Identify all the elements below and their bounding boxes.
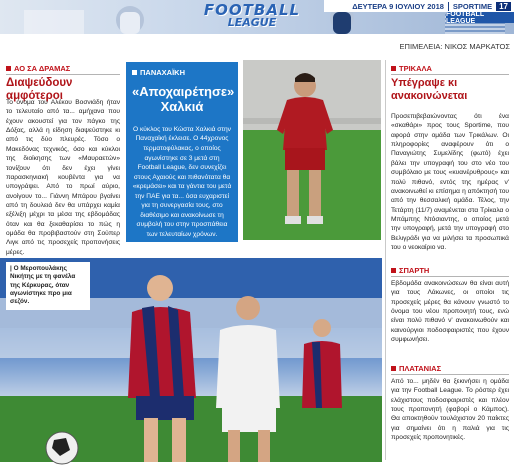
league-tab: FOOTBALL LEAGUE: [446, 12, 514, 23]
divider-line: [6, 74, 120, 75]
panachaiki-kicker: [132, 68, 232, 77]
player-photo: [243, 60, 381, 240]
issue-date: ΔΕΥΤΕΡΑ 9 ΙΟΥΛΙΟΥ 2018: [352, 1, 444, 11]
red-square-icon: [391, 268, 396, 273]
drama-headline: Διαψεύδουν αμφότεροι: [6, 77, 73, 103]
divider-line: [391, 374, 509, 375]
caption-marker: |: [10, 265, 14, 272]
drama-kicker: [6, 64, 70, 73]
red-square-icon: [6, 66, 11, 71]
panachaiki-article-body: Ο κύκλος του Κώστα Χαλκιά στην Παναχαϊκή έκλεισε. Ο 44χρονος τερματοφύλακας, ο οποίος αγωνίστηκε σε 3 μετά στη Football League, δεν συνεχίζει στους Αχαιούς και πιθανότατα θα «κρεμάσει» και τα γάντια του μετά την ΠΑΕ για τα... όσα ευχαριστεί για τη συνεργασία τους, στο διαθέσιμο και ανακοίνωσε τη συμβολή του στην προσπάθεια των τελευταίων χρόνων.: [132, 125, 232, 238]
trikala-kicker: [391, 64, 432, 73]
panachaiki-box: [126, 62, 238, 242]
red-square-icon: [391, 66, 396, 71]
drama-kicker-label: ΑΟ ΣΑ ΔΡΑΜΑΣ: [14, 64, 71, 73]
trikala-article-body: Προσεπιβεβαιώνοντας ότι ένα «σκαθάρι» προς τους Sportime, που αφορά στην ομάδα των Τρικάλων. Οι πληροφορίες αναφέρουν ότι ο Παναγιώτης Συμελίδης (φωτό) έχει βάλει την υπογραφή του στο νέο του συμβόλαιο με τους «κυανέρυθρους» και πολύ πιθανό, εντός της ημέρας ν' ανακοινωθεί κι επίσημα η απόκτησή του από την θεσσαλική ομάδα. Τέλος, την Τετάρτη (11/7) αναμένεται στα Τρίκαλα ο Μπάμπης Ντόσιαντης, ο οποίος μετά την υπογραφή, μετά την υπογραφή στο Βελιγράδι για να μιλήσει τα προσωπικά του ο νεοκαίριο να.: [391, 113, 509, 252]
white-square-icon: [132, 70, 137, 75]
page-number: 17: [496, 2, 511, 11]
column-divider: [385, 60, 386, 460]
sparti-article-body: Εβδομάδα ανακοινώσεων θα είναι αυτή για τους Λάκωνες, οι οποίοι τις προσεχείς μέρες θα κάνουν γνωστό το όνομα του νέου προπονητή τους, ενώ είναι πολύ πιθανό ν' ανακοινωθούν και καινούργιοι ποδοσφαιριστές που έχουν συμφωνήσει.: [391, 280, 509, 344]
photo-caption: [6, 262, 90, 310]
platanias-kicker-label: ΠΛΑΤΑΝΙΑΣ: [399, 364, 442, 373]
panachaiki-kicker-label: ΠΑΝΑΧΑΪΚΗ: [140, 68, 185, 77]
red-square-icon: [391, 366, 396, 371]
divider-line: [391, 276, 509, 277]
panachaiki-headline: «Αποχαιρέτησε» Χαλκιά: [132, 84, 235, 114]
logo-line1: FOOTBALL: [203, 1, 301, 19]
sparti-kicker: [391, 266, 429, 275]
logo-line2: LEAGUE: [227, 16, 277, 29]
divider-line: [391, 74, 509, 75]
caption-text: Ο Μεροπουλάκης Νικήτης με τη φανέλα της Κέρκυρας, όταν αγωνίστηκε προ μια σεζόν.: [10, 265, 76, 306]
platanias-article-body: Από το... μηδέν θα ξεκινήσει η ομάδα για την Football League. Το ρόστερ έχει ελάχιστους ποδοσφαιριστές και πλέον τους προπονητή (φαβορί ο Κάμπος). Θα αποκτηθούν τουλάχιστον 20 παίκτες για σημαίνει ότι η παλιά για τις προσεχείς προπονητικές.: [391, 378, 509, 442]
platanias-kicker: [391, 364, 441, 373]
header-banner: [0, 0, 514, 34]
player-figure-illustration: [243, 60, 381, 240]
trikala-headline: Υπέγραψε κι ανακοινώνεται: [391, 77, 468, 102]
sparti-kicker-label: ΣΠΑΡΤΗ: [399, 266, 430, 275]
drama-article-body: Το όνομα του Αλέκου Βοσνιάδη ήταν το τελευταίο από τα... αμήχανα που έχουν ακουστεί για τον πάγκο της Δόξας, αλλά η είδηση διαψεύστηκε κι από τις δύο πλευρές. Τόσο ο Μακεδόνας τεχνικός, όσο και κύκλοι της διοίκησης των «Μαυραετών» τονίζουν ότι δεν έχει γίνει παρασκηνιακή κουβέντα για να υπογράψει. Από το πρωί αύριο, ανοίγουν το... Γιάννη Μπάρου βγαίνει από τη δουλειά δεν θα υπάρχει καμία εξέλιξη μέχρι τα μέσα της εβδομάδας όταν και θα ξεκαθαρίσει το πώς η ομάδα θα προβιβαστούν στη Σούπερ Λιγκ από τις προσεχείς προπονήσεις μέρες.: [6, 99, 120, 256]
football-league-logo: [182, 1, 322, 33]
section-name: SPORTIME: [448, 2, 492, 11]
editor-credit: ΕΠΙΜΕΛΕΙΑ: ΝΙΚΟΣ ΜΑΡΚΑΤΟΣ: [399, 42, 510, 51]
trikala-kicker-label: ΤΡΙΚΑΛΑ: [399, 64, 432, 73]
